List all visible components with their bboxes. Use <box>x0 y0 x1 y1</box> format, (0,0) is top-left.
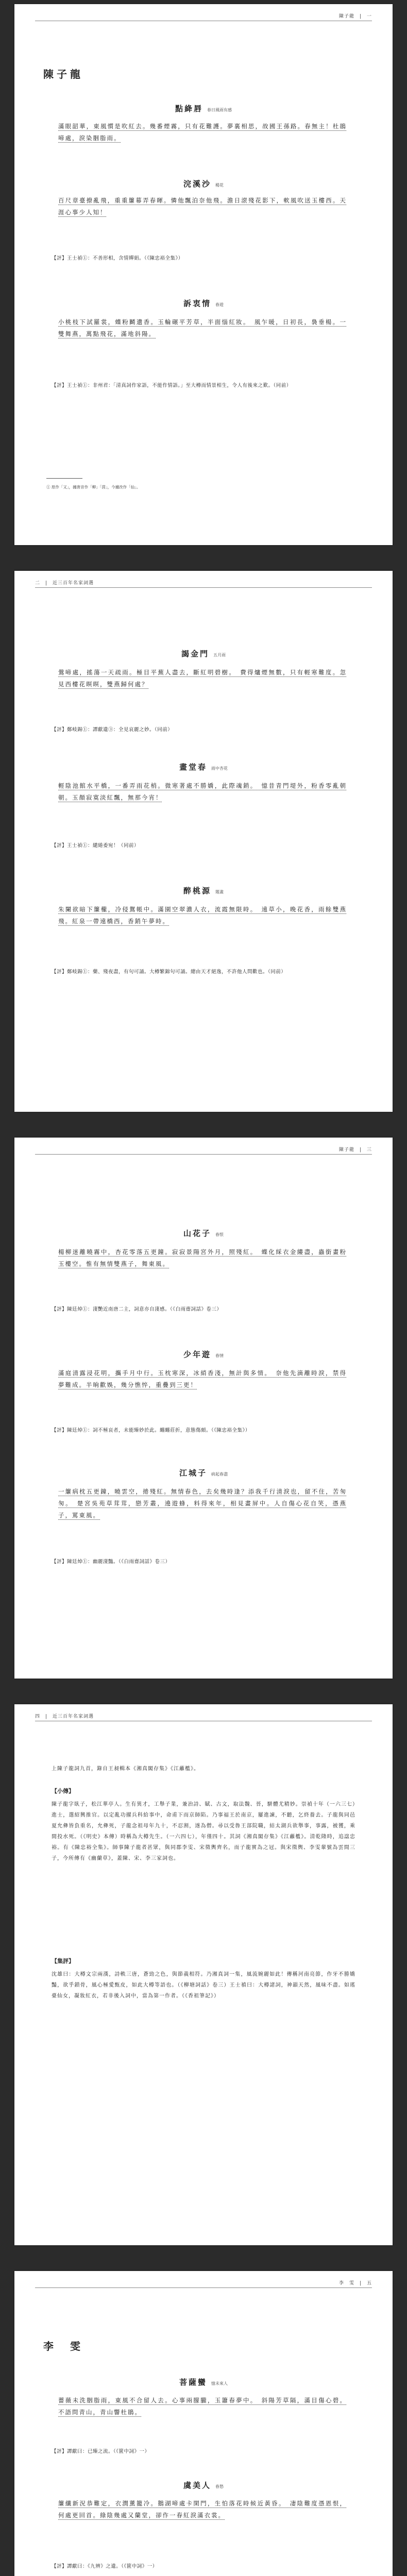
poem-title: 醉桃源 題畫 <box>183 886 224 895</box>
running-header: 四 | 近三百年名家詞選 <box>35 1714 94 1719</box>
page-4 <box>14 1704 393 2245</box>
header-rule <box>35 2287 372 2288</box>
poem-title: 謁金門 五月雨 <box>181 649 226 658</box>
section-heading: 【集評】 <box>52 1958 74 1964</box>
running-header: 李 雯 | 五 <box>338 2281 372 2286</box>
poem-title: 山花子 春恨 <box>183 1229 224 1238</box>
page-5 <box>14 2271 393 2576</box>
running-header: 二 | 近三百年名家詞選 <box>35 581 94 586</box>
critique-note: 【評】王士禎①：不善形相，含情嬋娟。（《陳忠裕全集》） <box>52 256 183 261</box>
footnote-rule <box>46 478 82 479</box>
poem-title: 少年遊 春情 <box>183 1350 224 1359</box>
running-header: 陳子龍 | 三 <box>338 1147 372 1153</box>
poem-text: 輕陰池館水平橋，一番弄雨花梢。微寒著處不勝嬌，此際魂銷。 憶昔青門堤外，粉香零亂朝朝。玉顏寂寞淡紅飄，無那今宵！ <box>58 782 347 801</box>
footnote: ① 原作「又」，據唐音作「柳」「茵」，今據改作「仙」。 <box>46 485 141 489</box>
poem-title: 訴衷情 春遊 <box>183 299 224 308</box>
section-text: 沈雄曰：大樽文宗兩漢，詩軼三唐，蒼勁之色，與節義相符。乃湘真詞一集，風流婉麗如此！傳稱河南亮節，作牙不勝嬌豔，欲乎鎖骨，風心極愛甄皮，如此大樽等語也。（《柳塘詞話》卷三）王士禛曰：大樽諸詞，神韻天然，風味不盡。如瑤臺仙女，凝妝紅衣，若非後入詞中，當為第一作者。（《香祖筆記》） <box>52 1972 355 1999</box>
poem-text: 百尺章臺撩亂飛，重重簾幕弄春暉。憐他飄泊奈他飛。澹日滾殘花影下，軟風吹送玉樓西。天涯心事少人知！ <box>58 197 347 216</box>
section-text: 陳子龍字臥子，松江華亭人。生有異才，工舉子業，兼治詩、賦、古文，取法魏、晉，駢體尤精妙。崇禎十年（一六三七）進士，選紹興推官。以定亂功擢兵科給事中，命甫下而京師陷。乃事福王於南京，屢進諫，不聽，乞終養去。子龍與同邑夏允彝皆負重名，允彝死，子龍念祖母年九十，不忍割，遂為僧。尋以受魯王部院職，結太湖兵欲舉事，事露，被獲，乘間投水死。（《明史》本傳）時稱為大樽先生。（一六四七），年僅四十。其詞《湘真閣存集》《江蘺檻》。清乾隆時，追諡忠裕。有《陳忠裕全集》。師事陳子龍者甚眾，與同郡李雯、宋徵輿齊名，而子龍實為之冠。與宋徵輿、李雯輩號為雲間三子，今所傳有《幽蘭草》，蓋陳、宋、李三家詞也。 <box>52 1802 355 1861</box>
section-heading: 【小傳】 <box>52 1788 74 1794</box>
poem-text: 楊柳迷離曉霧中，杏花零落五更鐘。寂寂景陽宮外月，照殘紅。 蝶化綵衣金縷盡，蟲銜畫粉玉樓空。惟有無情雙燕子，舞東風。 <box>58 1248 347 1267</box>
page-2 <box>14 571 393 1112</box>
critique-note: 【評】鄭岐錫①：譚獻遺③：全見哀麗之妙。（同前） <box>52 727 173 733</box>
poem-text: 滿眼韶華，東風慣是吹紅去。幾番煙霧，只有花難護。夢裏相思，故國王孫路。春無主！杜鵑啼處，淚染胭脂雨。 <box>58 123 347 142</box>
critique-note: 【評】王士禎①：繾綣委宛！（同前） <box>52 843 140 849</box>
poem-title: 浣溪沙 楊花 <box>183 179 224 189</box>
poem-text: 滿庭清露浸花明，攜手月中行。玉枕寒深，冰綃香淺，無計與多情。 奈他先滴離時淚，禁得夢難成。半晌歡娛，幾分憔悴，重疊到三更！ <box>58 1369 347 1388</box>
critique-note: 【評】鄭岐錫①：藥、殘夜盡，有句可誦。大樽繁錦句可誦。總由天才絕逸，不許他人問歡也。（同前） <box>52 969 286 975</box>
author-name: 陳子龍 <box>43 68 83 80</box>
poem-text: 一簾病枕五更鐘，曉雲空，捲殘紅。無情春色，去矣幾時逢？添我千行清淚也，留不住，苦匆匆。 楚宮吳苑草茸茸，戀芳叢，遶遊蜂，料得來年，相見畫屏中。人自傷心花自笑，憑燕子，罵東風。 <box>58 1488 347 1519</box>
header-rule <box>35 587 372 588</box>
poem-text: 簾纖新況恭難定，衣潤薰籠冷。鵝湖啼處卡閑門，生怕落花時候近黃昏。 凄陰難度憑恩恨，何處更回首。綠陰幾處又蘭堂，卻作一春紅淚滿衣裳。 <box>58 2500 347 2519</box>
poem-text: 薔薇未洗胭脂雨，東風不合留人去。心事兩朦朧，玉簫春夢中。 斜陽芳草隔，滿目傷心碧。不語問青山，青山響杜鵑。 <box>58 2397 347 2416</box>
critique-note: 【評】陳廷焯①：幽麗淒豔。（《白雨齋詞話》卷三） <box>52 1559 171 1565</box>
header-rule <box>35 1154 372 1155</box>
intro-paragraph: 上陳子龍詞九首，錄自王昶輯本《湘真閣存集》《江蘺檻》。 <box>52 1766 199 1772</box>
page-3 <box>14 1138 393 1679</box>
poem-text: 小桃枝下試羅裳，蝶粉鬭遺香。玉輪碾平芳草，半面惱紅妝。 風乍暖，日初長，裊垂楊。一雙舞燕，萬點飛花，滿地斜陽。 <box>58 318 347 337</box>
poem-text: 鶯啼處，搖蕩一天疏雨。極目平蕪人盡去，斷紅明碧樹。 費得爐煙無數，只有輕寒難度。忽見西樓花暝暝，雙燕歸何處？ <box>58 669 347 688</box>
poem-title: 畫堂春 雨中杏花 <box>179 762 228 772</box>
critique-note: 【評】陳廷焯①：淒艷近南唐二主，詞意亦自淒感。（《白雨齋詞話》卷三） <box>52 1307 222 1312</box>
poem-title: 點絳唇 春日風雨有感 <box>175 104 232 113</box>
critique-note: 【評】王士禎①：非州君：「清真詞作家語，不能作情語。」至大樽而情景相生，令人有後來之歎。（同前） <box>52 383 292 388</box>
poem-title: 虞美人 春愁 <box>183 2481 224 2490</box>
poem-text: 朱闌欲暗下簾櫳，冷侵鴛帳中。滿園空翠濃人衣，流霞無限時。 遠草小，晚花香，雨餘雙燕飛。紅泉一帶遠橋西，香銷午夢時。 <box>58 906 347 925</box>
author-name: 李 雯 <box>43 2340 83 2352</box>
page-1 <box>14 4 393 545</box>
poem-title: 江城子 病起春盡 <box>179 1468 228 1478</box>
critique-note: 【評】譚獻曰：已臻之流。（《篋中詞》一） <box>52 2449 150 2454</box>
critique-note: 【評】陳廷焯①：詞不極哀者，未能臻妙於此。纏纏莊折，意態傷頗。（《陳忠裕全集》） <box>52 1428 250 1433</box>
poem-title: 菩薩蠻 憶未來人 <box>179 2378 228 2387</box>
running-header: 陳子龍 | 一 <box>338 14 372 19</box>
critique-note: 【評】譚獻曰：《九辨》之遺。（《篋中詞》一） <box>52 2564 158 2569</box>
